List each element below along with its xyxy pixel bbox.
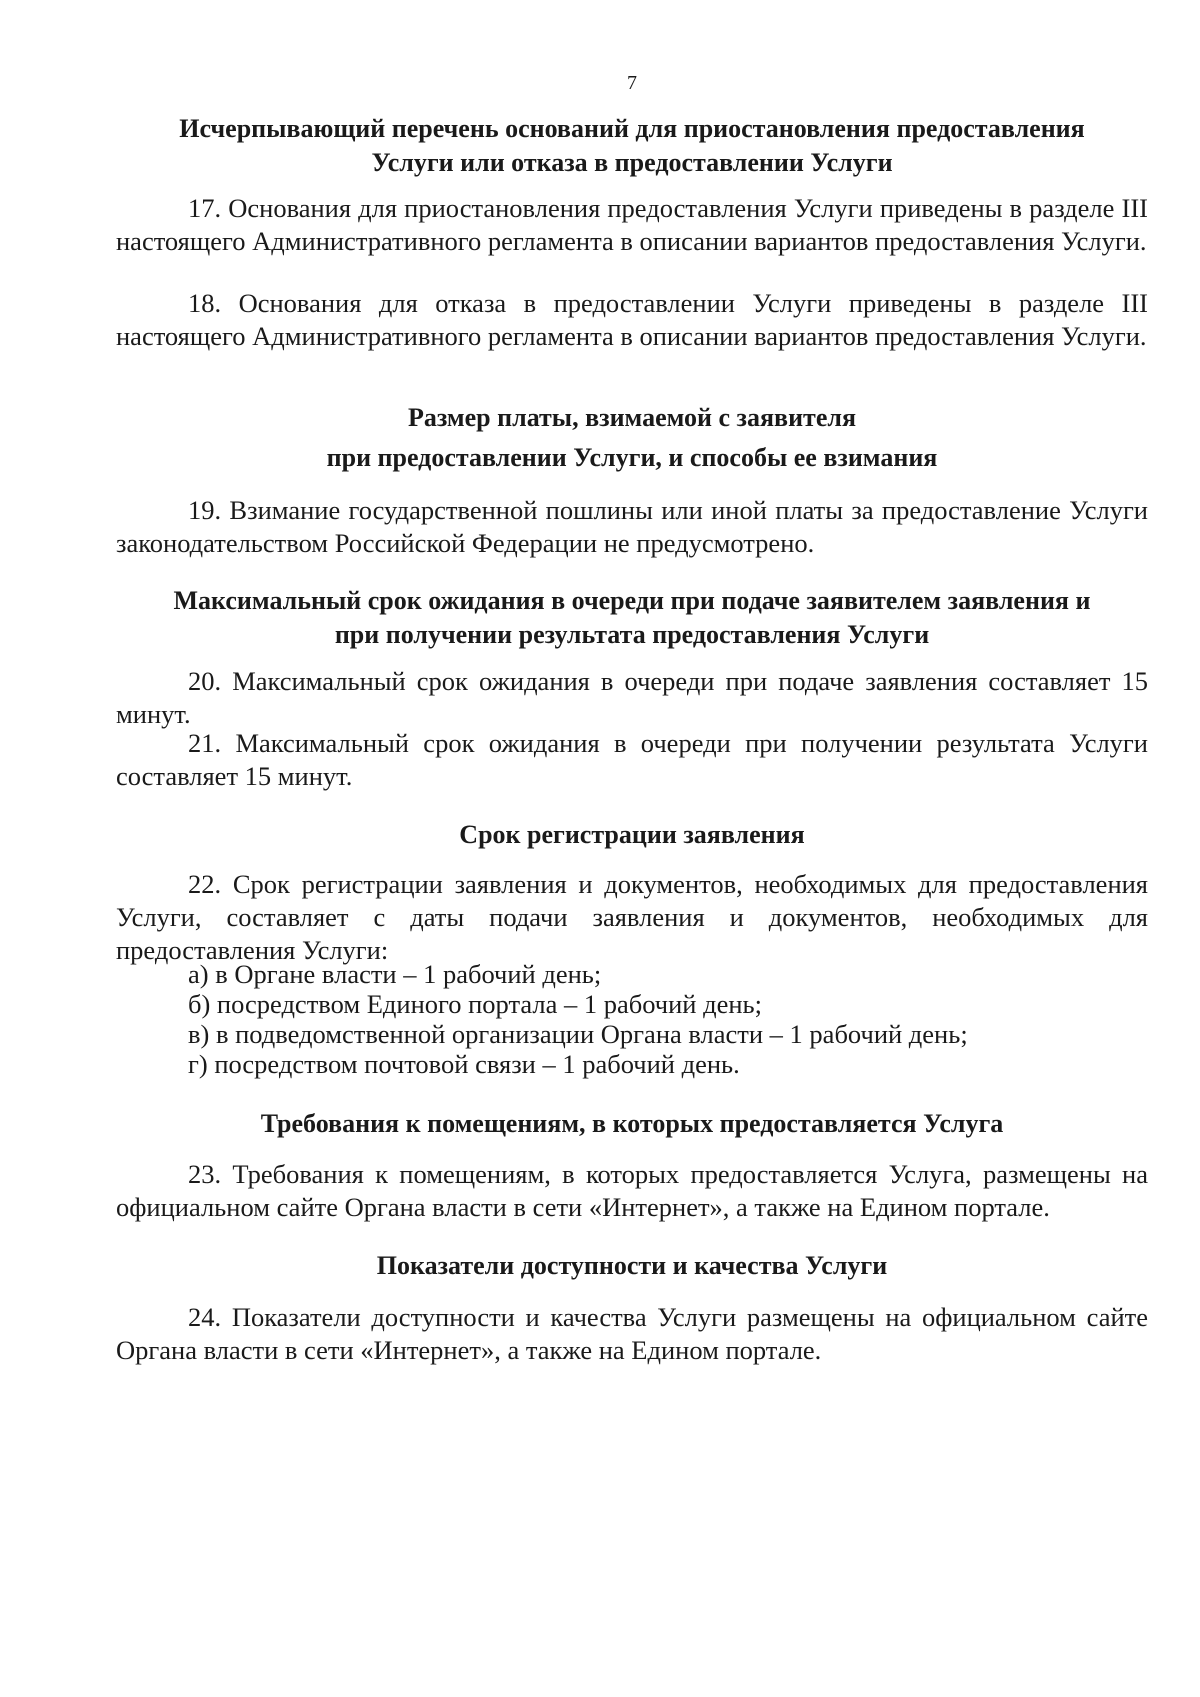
heading-line: Максимальный срок ожидания в очереди при подаче заявителем заявления и [173,586,1091,615]
section-heading-premises [116,1107,1148,1141]
paragraph-21: 21. Максимальный срок ожидания в очереди при получении результата Услуги составляет 15 минут. [116,728,1148,791]
section-heading-fee [116,401,1148,475]
paragraph-20: 20. Максимальный срок ожидания в очереди при подаче заявления составляет 15 минут. [116,666,1148,729]
section-heading-registration-term [116,818,1148,852]
heading-line: Исчерпывающий перечень оснований для приостановления предоставления [179,114,1085,143]
list-item: г) посредством почтовой связи – 1 рабочий день. [188,1049,740,1079]
page-number: 7 [627,72,637,94]
section-heading-quality-indicators [116,1249,1148,1283]
heading-line: при получении результата предоставления Услуги [334,620,930,649]
section-heading-queue-time [116,584,1148,652]
list-item: а) в Органе власти – 1 рабочий день; [188,959,602,989]
heading-line: Услуги или отказа в предоставлении Услуги [371,148,893,177]
heading-line: Показатели доступности и качества Услуги [376,1251,888,1280]
section-heading-suspension-grounds [116,112,1148,180]
paragraph-18: 18. Основания для отказа в предоставлении Услуги приведены в разделе III настоящего Административного регламента в описании вариантов предоставления Услуги. [116,288,1148,351]
paragraph-24: 24. Показатели доступности и качества Услуги размещены на официальном сайте Органа власти в сети «Интернет», а также на Едином портале. [116,1302,1148,1365]
paragraph-17: 17. Основания для приостановления предоставления Услуги приведены в разделе III настоящего Административного регламента в описании вариантов предоставления Услуги. [116,193,1148,256]
heading-line: Требования к помещениям, в которых предоставляется Услуга [260,1109,1004,1138]
heading-line: при предоставлении Услуги, и способы ее взимания [326,443,938,472]
list-item: в) в подведомственной организации Органа власти – 1 рабочий день; [188,1019,968,1049]
heading-line: Срок регистрации заявления [459,820,805,849]
list-item: б) посредством Единого портала – 1 рабочий день; [188,989,762,1019]
paragraph-22: 22. Срок регистрации заявления и документов, необходимых для предоставления Услуги, составляет с даты подачи заявления и документов, необходимых для предоставления Услуги: [116,869,1148,965]
paragraph-19: 19. Взимание государственной пошлины или иной платы за предоставление Услуги законодательством Российской Федерации не предусмотрено. [116,495,1148,558]
paragraph-23: 23. Требования к помещениям, в которых предоставляется Услуга, размещены на официальном сайте Органа власти в сети «Интернет», а также на Едином портале. [116,1159,1148,1222]
heading-line: Размер платы, взимаемой с заявителя [407,403,857,432]
